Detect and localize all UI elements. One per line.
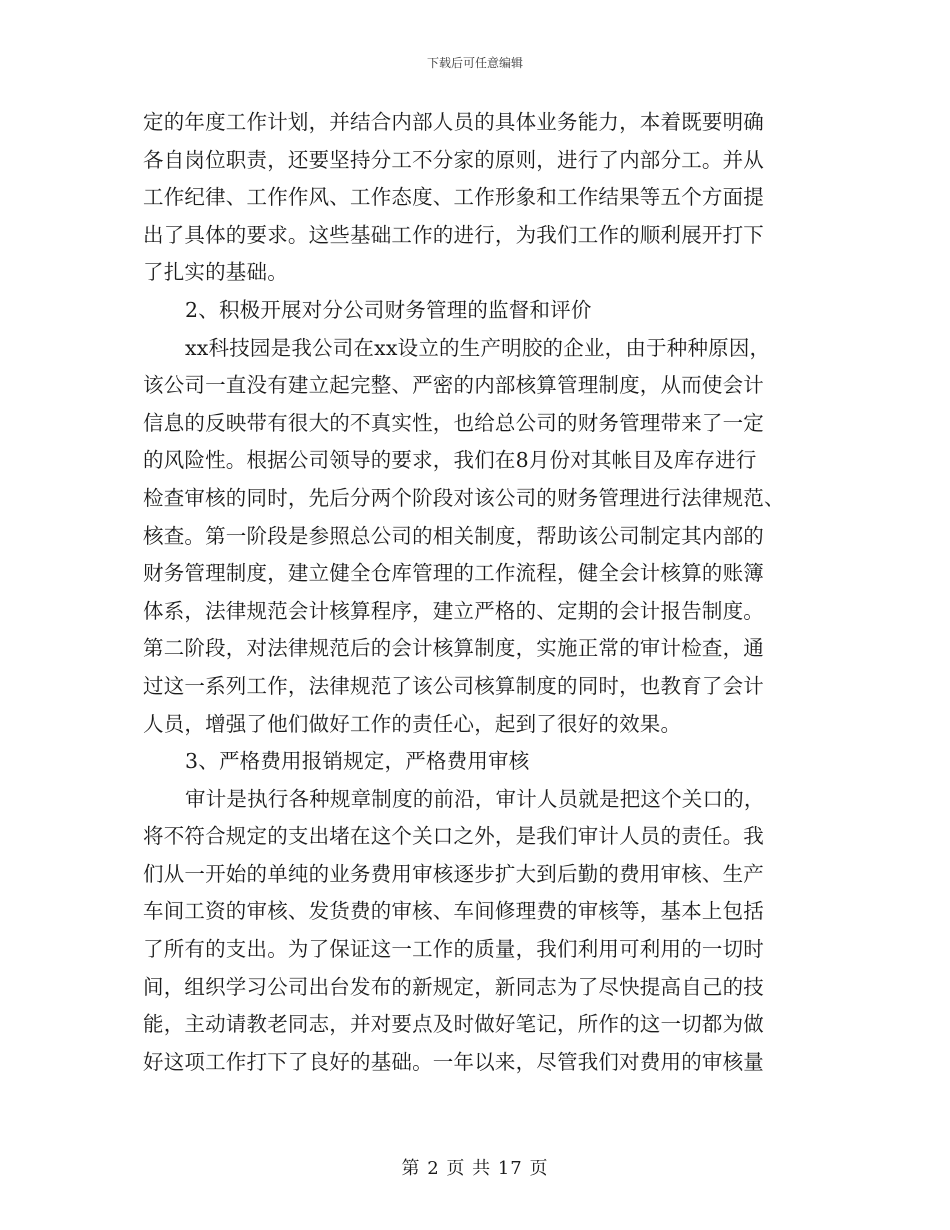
text-line: 3、严格费用报销规定，严格费用审核 bbox=[185, 749, 530, 774]
text-line: 工作纪律、工作作风、工作态度、工作形象和工作结果等五个方面提 bbox=[143, 185, 764, 210]
text-line: 财务管理制度，建立健全仓库管理的工作流程，健全会计核算的账簿 bbox=[143, 561, 764, 586]
text-line: 各自岗位职责，还要坚持分工不分家的原则，进行了内部分工。并从 bbox=[143, 147, 764, 172]
text-line: 间，组织学习公司出台发布的新规定，新同志为了尽快提高自己的技 bbox=[143, 974, 764, 999]
text-line: 了所有的支出。为了保证这一工作的质量，我们利用可利用的一切时 bbox=[143, 937, 764, 962]
page-header: 下载后可任意编辑 bbox=[426, 56, 523, 70]
text-line: 核查。第一阶段是参照总公司的相关制度，帮助该公司制定其内部的 bbox=[143, 523, 764, 548]
text-line: xx科技园是我公司在xx设立的生产明胶的企业，由于种种原因， bbox=[185, 335, 771, 360]
text-line: 第二阶段，对法律规范后的会计核算制度，实施正常的审计检查，通 bbox=[143, 636, 764, 661]
page-number: 第 2 页 共 17 页 bbox=[401, 1158, 549, 1179]
text-line: 人员，增强了他们做好工作的责任心，起到了很好的效果。 bbox=[143, 711, 682, 736]
text-line: 该公司一直没有建立起完整、严密的内部核算管理制度，从而使会计 bbox=[143, 373, 764, 398]
text-line: 信息的反映带有很大的不真实性，也给总公司的财务管理带来了一定 bbox=[143, 410, 764, 435]
text-line: 的风险性。根据公司领导的要求，我们在8月份对其帐目及库存进行 bbox=[143, 448, 757, 473]
text-line: 检查审核的同时，先后分两个阶段对该公司的财务管理进行法律规范、 bbox=[143, 485, 785, 510]
text-line: 审计是执行各种规章制度的前沿，审计人员就是把这个关口的， bbox=[185, 786, 765, 811]
text-line: 将不符合规定的支出堵在这个关口之外，是我们审计人员的责任。我 bbox=[143, 824, 764, 849]
document-body bbox=[143, 104, 807, 1081]
text-line: 出了具体的要求。这些基础工作的进行，为我们工作的顺利展开打下 bbox=[143, 222, 764, 247]
text-line: 定的年度工作计划，并结合内部人员的具体业务能力，本着既要明确 bbox=[143, 110, 764, 134]
text-line: 能，主动请教老同志，并对要点及时做好笔记，所作的这一切都为做 bbox=[143, 1012, 764, 1037]
text-line: 过这一系列工作，法律规范了该公司核算制度的同时，也教育了会计 bbox=[143, 673, 764, 698]
text-line: 车间工资的审核、发货费的审核、车间修理费的审核等，基本上包括 bbox=[143, 899, 764, 924]
text-line: 2、积极开展对分公司财务管理的监督和评价 bbox=[185, 297, 592, 322]
text-line: 了扎实的基础。 bbox=[143, 260, 288, 285]
text-line: 好这项工作打下了良好的基础。一年以来，尽管我们对费用的审核量 bbox=[143, 1049, 764, 1074]
text-line: 体系，法律规范会计核算程序，建立严格的、定期的会计报告制度。 bbox=[143, 598, 764, 623]
text-line: 们从一开始的单纯的业务费用审核逐步扩大到后勤的费用审核、生产 bbox=[143, 861, 764, 886]
